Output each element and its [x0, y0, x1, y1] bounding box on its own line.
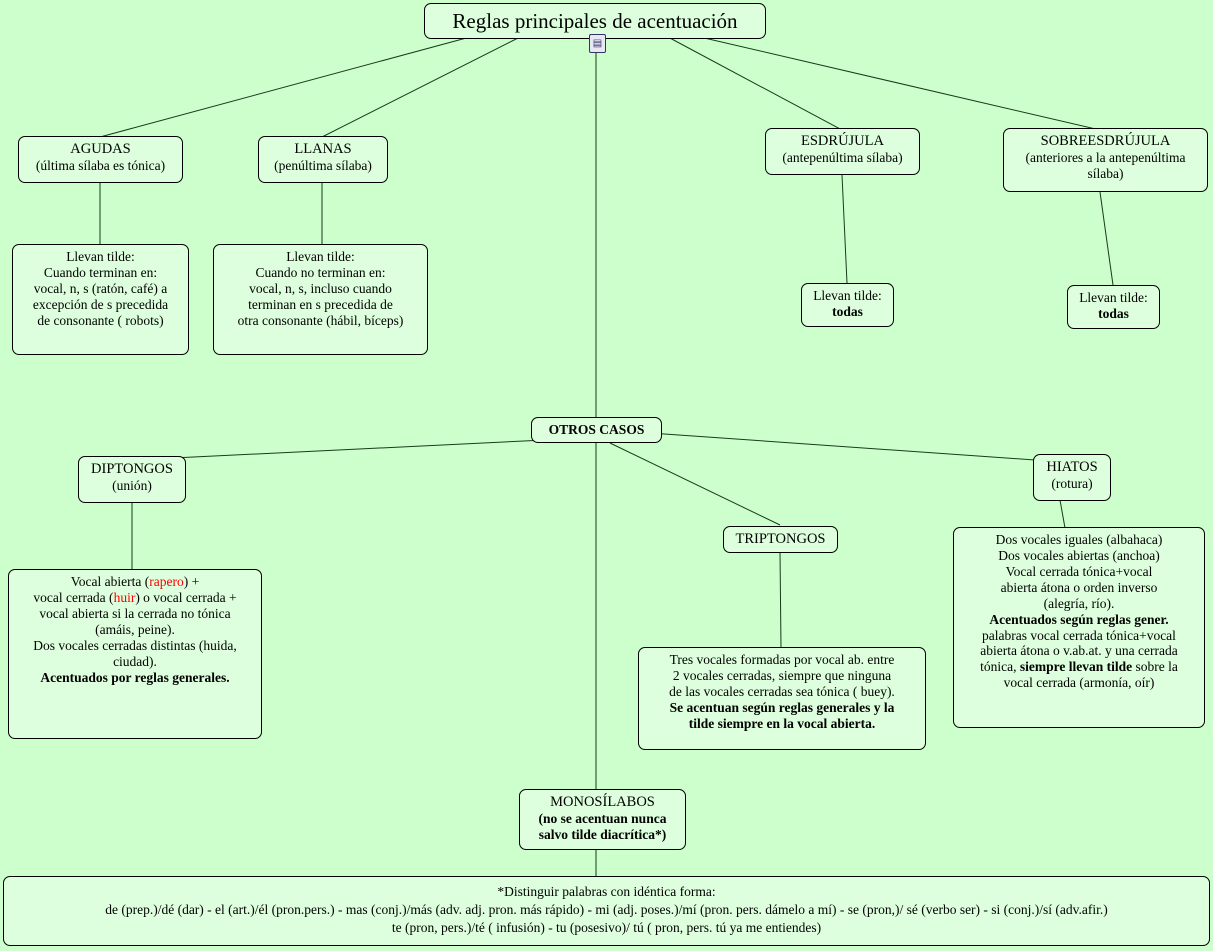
hiatos-detail-line-2: Dos vocales abiertas (anchoa)	[998, 547, 1160, 563]
footnote-line-3: te (pron, pers.)/té ( infusión) - tu (posesivo)/ tú ( pron, pers. tú ya me entiendes)	[391, 920, 822, 936]
hiatos-detail-line-9	[960, 659, 1198, 675]
llanas-detail-line-1: Llevan tilde:	[286, 249, 355, 264]
node-sobreesdrujula-sub-1: (anteriores a la antepenúltima	[1025, 150, 1186, 166]
agudas-detail-line-1: Llevan tilde:	[66, 249, 135, 264]
node-esdrujula-detail[interactable]	[801, 283, 894, 327]
llanas-detail-line-2: Cuando no terminan en:	[255, 264, 386, 280]
diptongos-detail-line-6: ciudad).	[113, 653, 157, 669]
hiatos-d9b: siempre llevan tilde	[1019, 659, 1133, 675]
node-triptongos-detail[interactable]	[638, 647, 926, 750]
footnote-line-1: *Distinguir palabras con idéntica forma:	[497, 884, 716, 899]
hiatos-detail-line-6: Acentuados según reglas gener.	[989, 611, 1169, 627]
node-esdrujula-title: ESDRÚJULA	[801, 133, 884, 149]
node-hiatos-detail[interactable]	[953, 527, 1205, 728]
footnote-line-2: de (prep.)/dé (dar) - el (art.)/él (pron.pers.) - mas (conj.)/más (adv. adj. pron. más rápido) - mi (adj. poses.)/mí (pron. pers. dámelo a mí) - se (pron,)/ sé (verbo ser) - si (conj.)/sí (adv.afir.)	[105, 902, 1108, 918]
node-diptongos-detail[interactable]	[8, 569, 262, 739]
footnote-bar[interactable]	[3, 876, 1210, 946]
hiatos-detail-line-5: (alegría, río).	[1043, 595, 1115, 611]
node-llanas-sub: (penúltima sílaba)	[274, 158, 372, 174]
llanas-detail-line-3: vocal, n, s, incluso cuando	[249, 280, 392, 296]
node-diptongos-sub: (unión)	[112, 478, 152, 494]
node-monosilabos-sub-1: (no se acentuan nunca	[538, 811, 667, 827]
node-triptongos[interactable]	[723, 526, 838, 553]
llanas-detail-line-4: terminan en s precedida de	[248, 296, 393, 312]
diptongos-d1c: ) +	[183, 574, 200, 589]
node-esdrujula[interactable]	[765, 128, 920, 175]
agudas-detail-line-5: de consonante ( robots)	[37, 312, 164, 328]
node-sobreesdrujula-title: SOBREESDRÚJULA	[1040, 133, 1171, 149]
hiatos-detail-line-10: vocal cerrada (armonía, oír)	[1003, 675, 1155, 691]
diptongos-detail-line-4: (amáis, peine).	[95, 621, 175, 637]
node-agudas-sub: (última sílaba es tónica)	[35, 158, 166, 174]
node-llanas-title: LLANAS	[294, 141, 352, 157]
node-monosilabos[interactable]	[519, 789, 686, 850]
node-diptongos-title: DIPTONGOS	[91, 461, 173, 477]
hiatos-detail-line-4: abierta átona o orden inverso	[1000, 579, 1158, 595]
node-agudas[interactable]	[18, 136, 183, 183]
agudas-detail-line-4: excepción de s precedida	[32, 296, 169, 312]
sobreesdrujula-detail-line-1: Llevan tilde:	[1079, 290, 1148, 305]
triptongos-detail-line-1: Tres vocales formadas por vocal ab. entre	[669, 652, 895, 667]
node-diptongos[interactable]	[78, 456, 186, 503]
hiatos-d9c: sobre la	[1132, 659, 1178, 675]
node-hiatos-title: HIATOS	[1046, 459, 1098, 475]
agudas-detail-line-3: vocal, n, s (ratón, café) a	[33, 280, 168, 296]
node-esdrujula-sub: (antepenúltima sílaba)	[782, 150, 903, 166]
node-sobreesdrujula-sub-2: sílaba)	[1087, 166, 1124, 182]
triptongos-detail-line-3: de las vocales cerradas sea tónica ( buey).	[669, 683, 895, 699]
hiatos-detail-line-1: Dos vocales iguales (albahaca)	[995, 532, 1163, 547]
node-otros-casos[interactable]	[531, 417, 662, 443]
node-sobreesdrujula-detail[interactable]	[1067, 285, 1160, 329]
document-icon[interactable]: ▤	[589, 34, 606, 53]
esdrujula-detail-line-2: todas	[832, 303, 863, 319]
hiatos-detail-line-7: palabras vocal cerrada tónica+vocal	[982, 627, 1176, 643]
triptongos-label: TRIPTONGOS	[735, 530, 826, 547]
node-monosilabos-title: MONOSÍLABOS	[550, 794, 655, 810]
diptongos-d1a: Vocal abierta (	[70, 574, 150, 589]
hiatos-d9a: tónica,	[980, 659, 1020, 675]
node-llanas[interactable]	[258, 136, 388, 183]
esdrujula-detail-line-1: Llevan tilde:	[813, 288, 882, 303]
sobreesdrujula-detail-line-2: todas	[1098, 305, 1129, 321]
hiatos-detail-line-8: abierta átona o v.ab.at. y una cerrada	[980, 643, 1178, 659]
triptongos-detail-line-5: tilde siempre en la vocal abierta.	[688, 715, 876, 731]
diptongos-d2a: vocal cerrada (	[33, 589, 114, 605]
node-monosilabos-sub-2: salvo tilde diacrítica*)	[538, 827, 667, 843]
node-llanas-detail[interactable]	[213, 244, 428, 355]
llanas-detail-line-5: otra consonante (hábil, bíceps)	[237, 312, 404, 328]
diptongos-detail-line-7: Acentuados por reglas generales.	[40, 669, 230, 685]
diptongos-detail-line-3: vocal abierta si la cerrada no tónica	[39, 605, 231, 621]
hiatos-detail-line-3: Vocal cerrada tónica+vocal	[1005, 563, 1153, 579]
triptongos-detail-line-2: 2 vocales cerradas, siempre que ninguna	[672, 667, 892, 683]
node-hiatos-sub: (rotura)	[1051, 476, 1093, 492]
diptongos-detail-line-5: Dos vocales cerradas distintas (huida,	[33, 637, 237, 653]
node-sobreesdrujula[interactable]	[1003, 128, 1208, 192]
agudas-detail-line-2: Cuando terminan en:	[43, 264, 158, 280]
diptongos-detail-line-2	[15, 590, 255, 606]
node-agudas-title: AGUDAS	[70, 141, 131, 157]
diptongos-d1b: rapero	[149, 574, 184, 589]
diptongos-d2c: ) o vocal cerrada +	[135, 589, 237, 605]
node-hiatos[interactable]	[1033, 454, 1111, 501]
diptongos-detail-line-1	[15, 574, 255, 590]
diptongos-d2b: huir	[113, 589, 136, 605]
otros-casos-label: OTROS CASOS	[548, 422, 645, 438]
triptongos-detail-line-4: Se acentuan según reglas generales y la	[669, 699, 895, 715]
node-agudas-detail[interactable]	[12, 244, 189, 355]
page-title: Reglas principales de acentuación	[452, 8, 738, 33]
